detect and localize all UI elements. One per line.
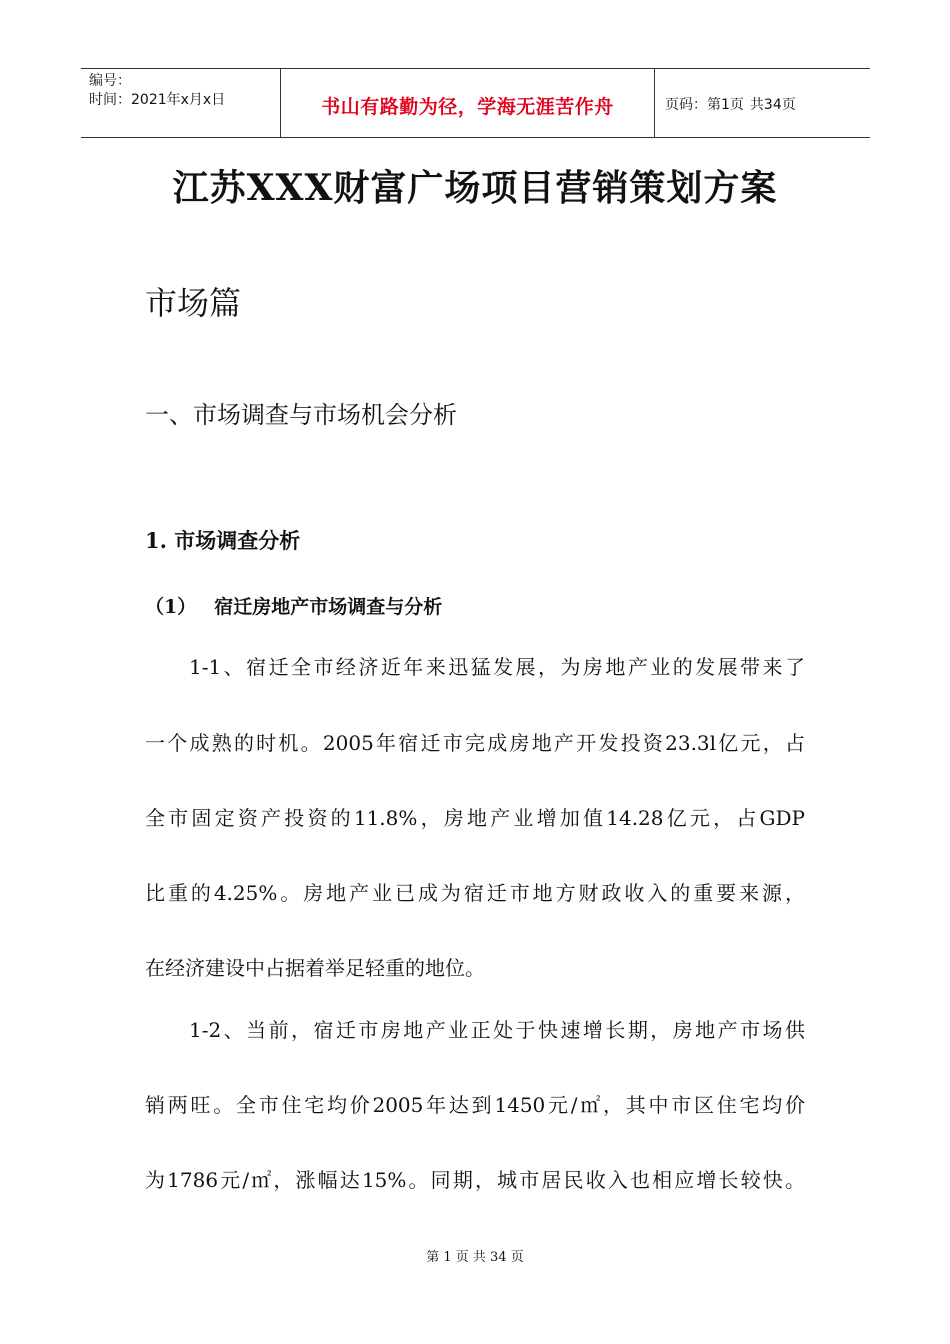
header-motto: 书山有路勤为径，学海无涯苦作舟 (321, 95, 614, 118)
subsection-title: 1. 市场调查分析 (145, 528, 301, 553)
header-number-label: 编号： (89, 73, 131, 89)
part-title: 市场篇 (145, 284, 242, 322)
subsubsection-text: 宿迁房地产市场调查与分析 (214, 596, 443, 618)
document-title: 江苏XXX财富广场项目营销策划方案 (172, 167, 778, 209)
header-motto-cell (281, 69, 655, 137)
header-meta (81, 69, 281, 137)
header-total-label: 共34页 (749, 97, 796, 113)
paragraph-1-line-4: 比重的4.25%。房地产业已成为宿迁市地方财政收入的重要来源， (145, 881, 805, 905)
paragraph-1-line-1: 1-1、宿迁全市经济近年来迅猛发展，为房地产业的发展带来了 (189, 655, 805, 679)
header-page-info (655, 69, 870, 137)
paragraph-2-line-1: 1-2、当前，宿迁市房地产业正处于快速增长期，房地产市场供 (189, 1018, 805, 1042)
subsubsection-title (145, 592, 442, 619)
subsubsection-number: （1） (145, 596, 197, 618)
header-page-label: 页码：第1页 (665, 97, 744, 113)
paragraph-1-line-5: 在经济建设中占据着举足轻重的地位。 (145, 956, 485, 980)
section-title: 一、市场调查与市场机会分析 (145, 401, 457, 429)
paragraph-2-line-2: 销两旺。全市住宅均价2005年达到1450元/㎡，其中市区住宅均价 (145, 1093, 805, 1117)
paragraph-1-line-3: 全市固定资产投资的11.8%，房地产业增加值14.28亿元，占GDP (145, 806, 805, 830)
page-footer: 第 1 页 共 34 页 (426, 1250, 524, 1265)
paragraph-1-line-2: 一个成熟的时机。2005年宿迁市完成房地产开发投资23.3l亿元，占 (145, 731, 805, 755)
paragraph-2-line-3: 为1786元/㎡，涨幅达15%。同期，城市居民收入也相应增长较快。 (145, 1168, 805, 1192)
header-time-label: 时间：2021年x月x日 (89, 92, 226, 108)
page-header (81, 68, 870, 138)
